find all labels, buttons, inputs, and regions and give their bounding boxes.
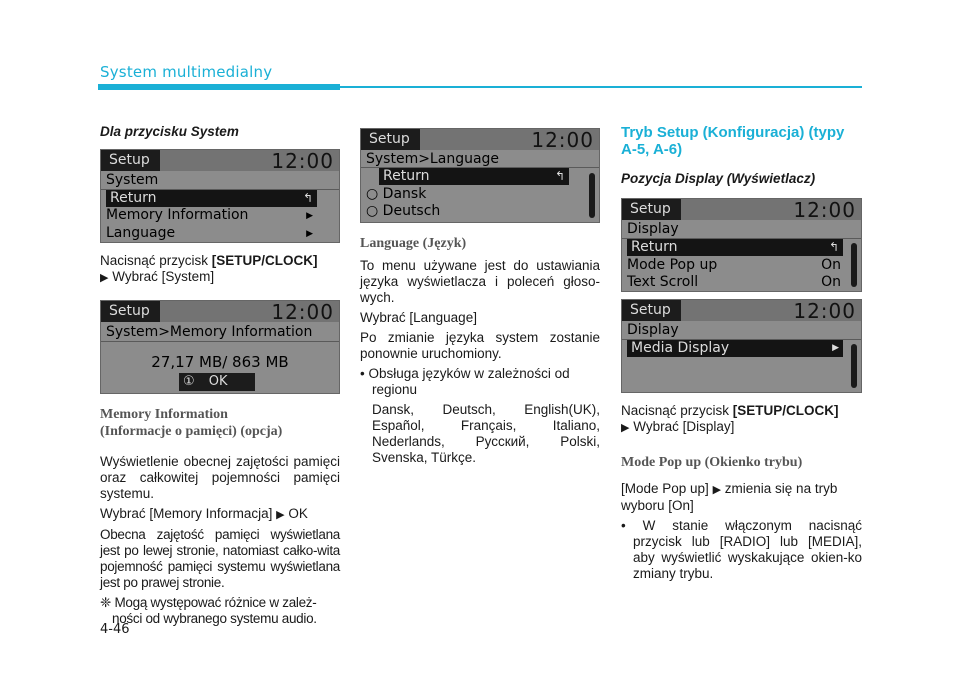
lcd-screen-media-display [621,299,862,393]
lcd-screen-memory [100,300,340,394]
paragraph: To menu używane jest do ustawiania języka wyświetlacza i poleceń głoso-wych. [360,258,600,305]
row-label: Return [631,239,678,255]
column-1 [100,124,340,631]
screen-divider [101,341,339,342]
instruction-pre: Nacisnąć przycisk [100,253,212,268]
bullet-icon: • [621,518,626,533]
instruction-post: Wybrać [Display] [629,419,735,434]
screen-row-deutsch[interactable] [361,202,599,220]
instruction-pre: Nacisnąć przycisk [621,403,733,418]
mode-popup-heading: Mode Pop up (Okienko trybu) [621,455,803,470]
bullet [621,518,862,582]
language-heading: Language (Język) [360,236,467,251]
screen-tab: Setup [101,150,160,171]
lcd-screen-language [360,128,600,223]
ok-label: OK [208,374,228,389]
text: zmienia się na tryb wyboru [On] [621,481,838,513]
text: [Mode Pop up] [621,481,713,496]
lcd-screen-display [621,198,862,292]
triangle-right-icon: ▶ [306,211,313,221]
screen-title: System>Language [366,151,500,167]
arrow-icon: ▶ [621,422,630,434]
paragraph: Po zmianie języka system zostanie ponownie uruchomiony. [360,330,600,361]
header-accent-bar [98,84,340,90]
screen-title: System [106,172,159,188]
key-label: [SETUP/CLOCK] [211,253,318,268]
arrow-icon: ▶ [100,272,109,284]
screen-row-dansk[interactable] [361,185,599,203]
screen-title: Display [627,221,679,237]
row-label: Deutsch [382,203,441,219]
text: Wybrać [Memory Informacja] [100,506,277,521]
screen-row-memory[interactable]: Memory Information [106,207,249,223]
bullet-text: W stanie włączonym nacisnąć przycisk lub [RADIO] lub [MEDIA], aby wyświetlić wyskakujące okien-ko zmiany trybu. [625,518,862,581]
memory-heading-line1: Memory Information [100,407,228,422]
paragraph: Wyświetlenie obecnej zajętości pamięci oraz całkowitej pojemności pamięci systemu. [100,454,340,501]
screen-clock: 12:00 [271,149,334,173]
screen-clock: 12:00 [531,128,594,152]
key-label: [SETUP/CLOCK] [732,403,839,418]
page-number: 4-46 [100,622,130,637]
paragraph: Obecna zajętość pamięci wyświetlana jest po lewej stronie, natomiast całko-wita pojemność pamięci systemu wyświetlana jest po prawej stronie. [100,527,340,590]
paragraph [100,506,340,523]
screen-row-mode-popup[interactable]: Mode Pop up [627,257,718,273]
radio-button-icon: ○ [366,203,379,219]
screen-row-media-display[interactable] [627,340,843,357]
mode-popup-value: On [821,257,841,273]
text: OK [284,506,308,521]
screen-title: System>Memory Information [106,324,313,340]
section-title: System multimedialny [100,63,273,81]
instruction-text [621,403,862,436]
return-icon: ↰ [828,240,839,254]
memory-value: 27,17 MB/ 863 MB [151,353,289,371]
paragraph [621,481,862,514]
setup-mode-heading: Tryb Setup (Konfiguracja) (typy A-5, A-6) [621,124,845,158]
instruction-post: Wybrać [System] [108,269,215,284]
screen-clock: 12:00 [271,300,334,324]
bullet-text: Obsługa języków w zależności od regionu [364,366,570,397]
screen-row-return[interactable] [627,239,843,256]
screen-row-text-scroll[interactable]: Text Scroll [627,274,699,290]
memory-heading-line2: (Informacje o pamięci) (opcja) [100,424,283,439]
triangle-right-icon: ▶ [832,343,839,353]
screen-tab: Setup [361,129,420,150]
lcd-screen-system [100,149,340,243]
screen-tab: Setup [622,199,681,220]
radio-button-icon: ○ [366,186,379,202]
scrollbar[interactable] [589,173,595,218]
system-button-heading: Dla przycisku System [100,124,239,139]
scrollbar[interactable] [851,243,857,287]
row-label: Media Display [631,340,730,356]
screen-tab: Setup [101,301,160,322]
note [100,595,340,627]
language-list: Dansk, Deutsch, English(UK), Español, Français, Italiano, Nederlands, Русский, Polski, Svenska, Türkçe. [372,402,600,465]
scrollbar[interactable] [851,344,857,388]
row-label: Dansk [382,186,427,202]
screen-row-language[interactable]: Language [106,225,176,241]
return-icon: ↰ [302,191,313,205]
bullet [360,366,600,398]
row-label: Return [110,190,157,206]
screen-clock: 12:00 [793,198,856,222]
paragraph: Wybrać [Language] [360,310,477,325]
screen-clock: 12:00 [793,299,856,323]
screen-row-return[interactable] [379,168,569,185]
screen-tab: Setup [622,300,681,321]
column-2 [360,128,600,470]
ok-number: ① [183,374,195,389]
display-subheading: Pozycja Display (Wyświetlacz) [621,171,816,186]
instruction-text [100,253,340,286]
text-scroll-value: On [821,274,841,290]
screen-row-return[interactable] [106,190,317,207]
screen-title: Display [627,322,679,338]
arrow-icon: ▶ [712,484,722,496]
note-text: Mogą występować różnice w zależ-ności od wybranego systemu audio. [111,595,317,626]
triangle-right-icon: ▶ [306,229,313,239]
row-label: Return [383,168,430,184]
column-3 [621,124,862,586]
memory-info-heading [100,406,340,440]
ok-button[interactable] [179,373,255,391]
header-rule [340,86,862,88]
arrow-icon: ▶ [276,509,285,521]
return-icon: ↰ [554,169,565,183]
note-mark-icon: ❈ [100,595,112,610]
bullet-icon: • [360,366,365,381]
